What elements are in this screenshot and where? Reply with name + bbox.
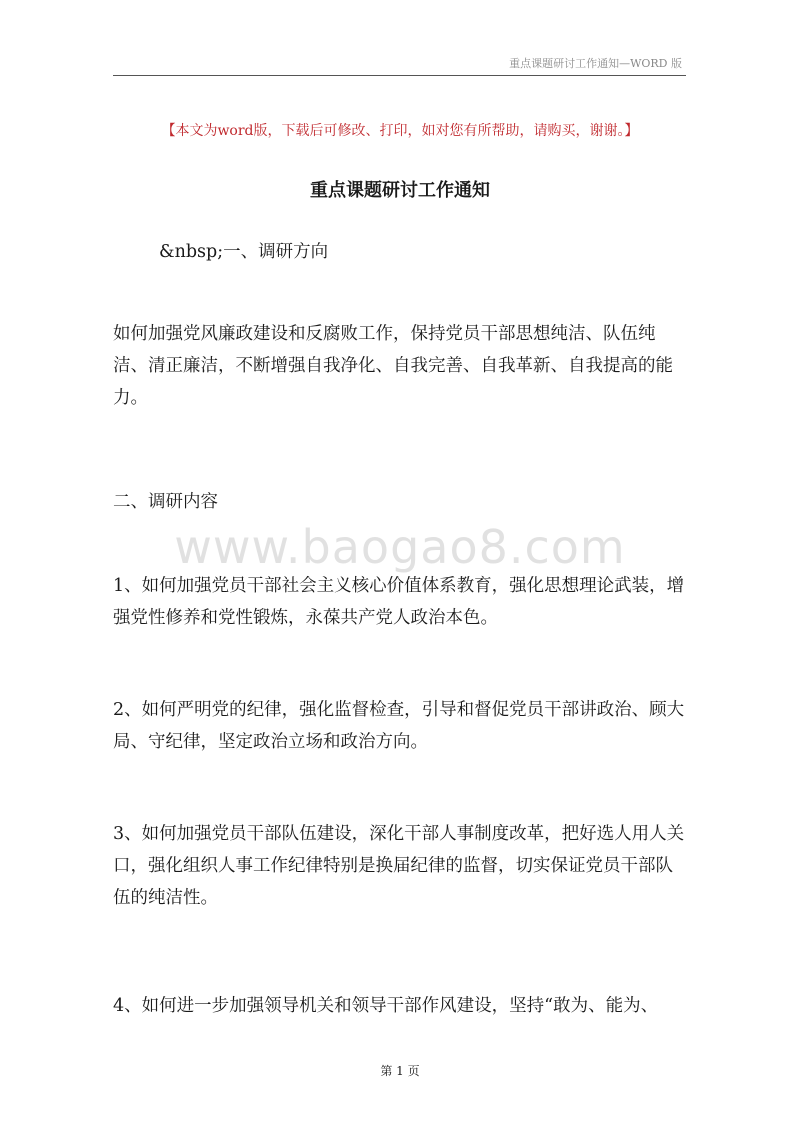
page-number: 第 1 页 (380, 1064, 420, 1078)
paragraph-item-1: 1、如何加强党员干部社会主义核心价值体系教育，强化思想理论武装，增强党性修养和党性锻炼，永葆共产党人政治本色。 (113, 576, 685, 628)
paragraph-direction-body: 如何加强党风廉政建设和反腐败工作，保持党员干部思想纯洁、队伍纯洁、清正廉洁，不断增强自我净化、自我完善、自我革新、自我提高的能力。 (113, 324, 673, 408)
running-header: 重点课题研讨工作通知—WORD 版 (509, 57, 682, 70)
paragraph-item-2: 2、如何严明党的纪律，强化监督检查，引导和督促党员干部讲政治、顾大局、守纪律，坚定政治立场和政治方向。 (113, 700, 685, 752)
section-heading-content: 二、调研内容 (113, 492, 218, 512)
watermark: www.baogao8.com (174, 520, 626, 574)
paragraph-item-3: 3、如何加强党员干部队伍建设，深化干部人事制度改革，把好选人用人关口，强化组织人事工作纪律特别是换届纪律的监督，切实保证党员干部队伍的纯洁性。 (113, 824, 685, 908)
document-title: 重点课题研讨工作通知 (310, 180, 490, 201)
section-heading-direction: &nbsp;一、调研方向 (159, 242, 329, 262)
purchase-notice: 【本文为word版，下载后可修改、打印，如对您有所帮助，请购买，谢谢。】 (161, 123, 639, 139)
paragraph-item-4: 4、如何进一步加强领导机关和领导干部作风建设，坚持“敢为、能为、 (113, 996, 659, 1016)
header-divider (113, 75, 686, 76)
